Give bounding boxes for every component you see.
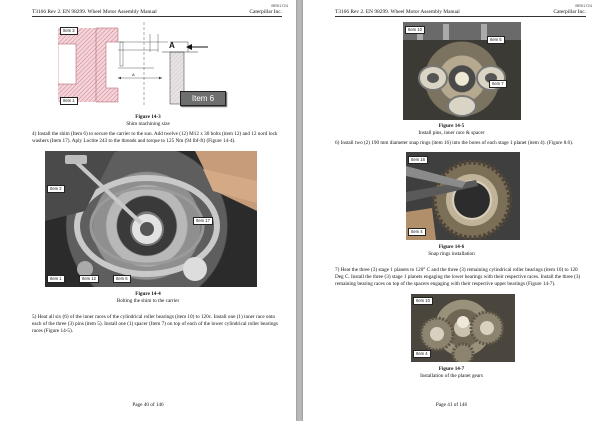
photo-label-item-12: Item 12 [79, 275, 99, 283]
photo-label-item-5: Item 5 [487, 36, 505, 44]
photo-label-item-7: Item 7 [489, 80, 507, 88]
snap-ring-photo-shapes [406, 152, 520, 240]
figure-14-6-title: Figure 14-6 [438, 244, 465, 250]
figure-14-6-description: Snap rings installation [428, 251, 475, 257]
header-title: T3166 Rev 2. EN 98299. Wheel Motor Assembly Manual [32, 9, 157, 15]
page-41-footer: Page 41 of 146 [435, 402, 468, 408]
figure-14-6-photo [406, 152, 520, 240]
step-7-text: 7) Heat the three (3) stage 1 planets to 120° C and the three (3) remaining cylindrical roller bearings (item 10) to 120 Deg C. Install the three (3) stage 1 planets engaging the lower bearings with their respective races. Install the three (3) remaining bearing races on top of the spacers engaging with their respective upper bearings (Figure 14-7). [335, 267, 581, 287]
figure-14-4-photo [45, 151, 257, 287]
page-40-footer: Page 40 of 146 [132, 402, 164, 408]
page-header [335, 9, 586, 17]
step-5-text: 5) Heat all six (6) of the inner races of the cylindrical roller bearings (item 10) to 120c. Install one (1) inner race onto each of the three (3) pins (item 5). Install one (1) spacer (Item 7) on top of each of the lower cylindrical roller bearings races (Figure 14-5). [32, 314, 279, 334]
figure-14-5-photo [403, 22, 521, 120]
carrier-photo-shapes [45, 151, 257, 287]
drawing-dimension-a: A [132, 72, 135, 77]
photo-label-item-1: Item 1 [47, 275, 65, 283]
figure-14-3-title: Figure 14-3 [135, 114, 161, 120]
photo-label-item-4: Item 4 [408, 228, 426, 236]
drawing-label-item-6: Item 6 [180, 91, 226, 106]
drawing-label-item-1: Item 1 [60, 97, 78, 105]
figure-14-7-title: Figure 14-7 [438, 366, 465, 372]
figure-14-7-photo [411, 294, 515, 362]
header-company: Caterpillar Inc. [553, 9, 586, 15]
page-header [32, 9, 282, 17]
figure-14-7-description: Installation of the planet gears [420, 373, 483, 379]
document-id: BR01724 [575, 3, 592, 8]
manual-page-40 [0, 0, 296, 421]
document-id: BR01724 [271, 3, 288, 8]
drawing-label-a: A [169, 41, 175, 50]
figure-14-5-title: Figure 14-5 [438, 123, 465, 129]
manual-page-41 [303, 0, 600, 421]
figure-14-4-description: Bolting the shim to the carrier [116, 298, 180, 304]
figure-14-6-caption [303, 244, 600, 258]
header-title: T3166 Rev 2. EN 98299. Wheel Motor Assembly Manual [335, 9, 460, 15]
shim-drawing [58, 22, 228, 110]
step-4-text: 4) Install the shim (Item 6) to secure the carrier to the sun. Add twelve (12) M12 x 30 bolts (item 12) and 12 nord lock washers (Item 17). Aply Loctite 243 to the threads and torque to 125 Nm (94 lbf-ft) (Figure 14-4). [32, 131, 278, 144]
photo-label-item-10: Item 10 [413, 297, 433, 305]
figure-14-5-description: Install pins, inner race & spacer [418, 130, 485, 136]
figure-14-3-description: Shim machining size [126, 121, 170, 127]
header-company: Caterpillar Inc. [249, 9, 282, 15]
photo-label-item-6: Item 6 [113, 275, 131, 283]
photo-label-item-2: Item 2 [47, 185, 65, 193]
figure-14-7-caption [303, 366, 600, 380]
figure-14-4-title: Figure 14-4 [135, 291, 161, 297]
photo-label-item-10: Item 10 [405, 26, 425, 34]
photo-label-item-4: Item 4 [413, 350, 431, 358]
photo-label-item-16: Item 16 [408, 156, 428, 164]
figure-14-4-caption [0, 291, 296, 305]
step-6-text: 6) Install two (2) 190 mm diameter snap rings (item 16) into the bores of each stage 1 planet (item 4). (Figure 8.6). [335, 140, 574, 146]
photo-label-item-17: Item 17 [193, 217, 213, 225]
figure-14-3-caption [0, 114, 296, 128]
drawing-label-item-3: Item 3 [60, 27, 78, 35]
figure-14-5-caption [303, 123, 600, 137]
